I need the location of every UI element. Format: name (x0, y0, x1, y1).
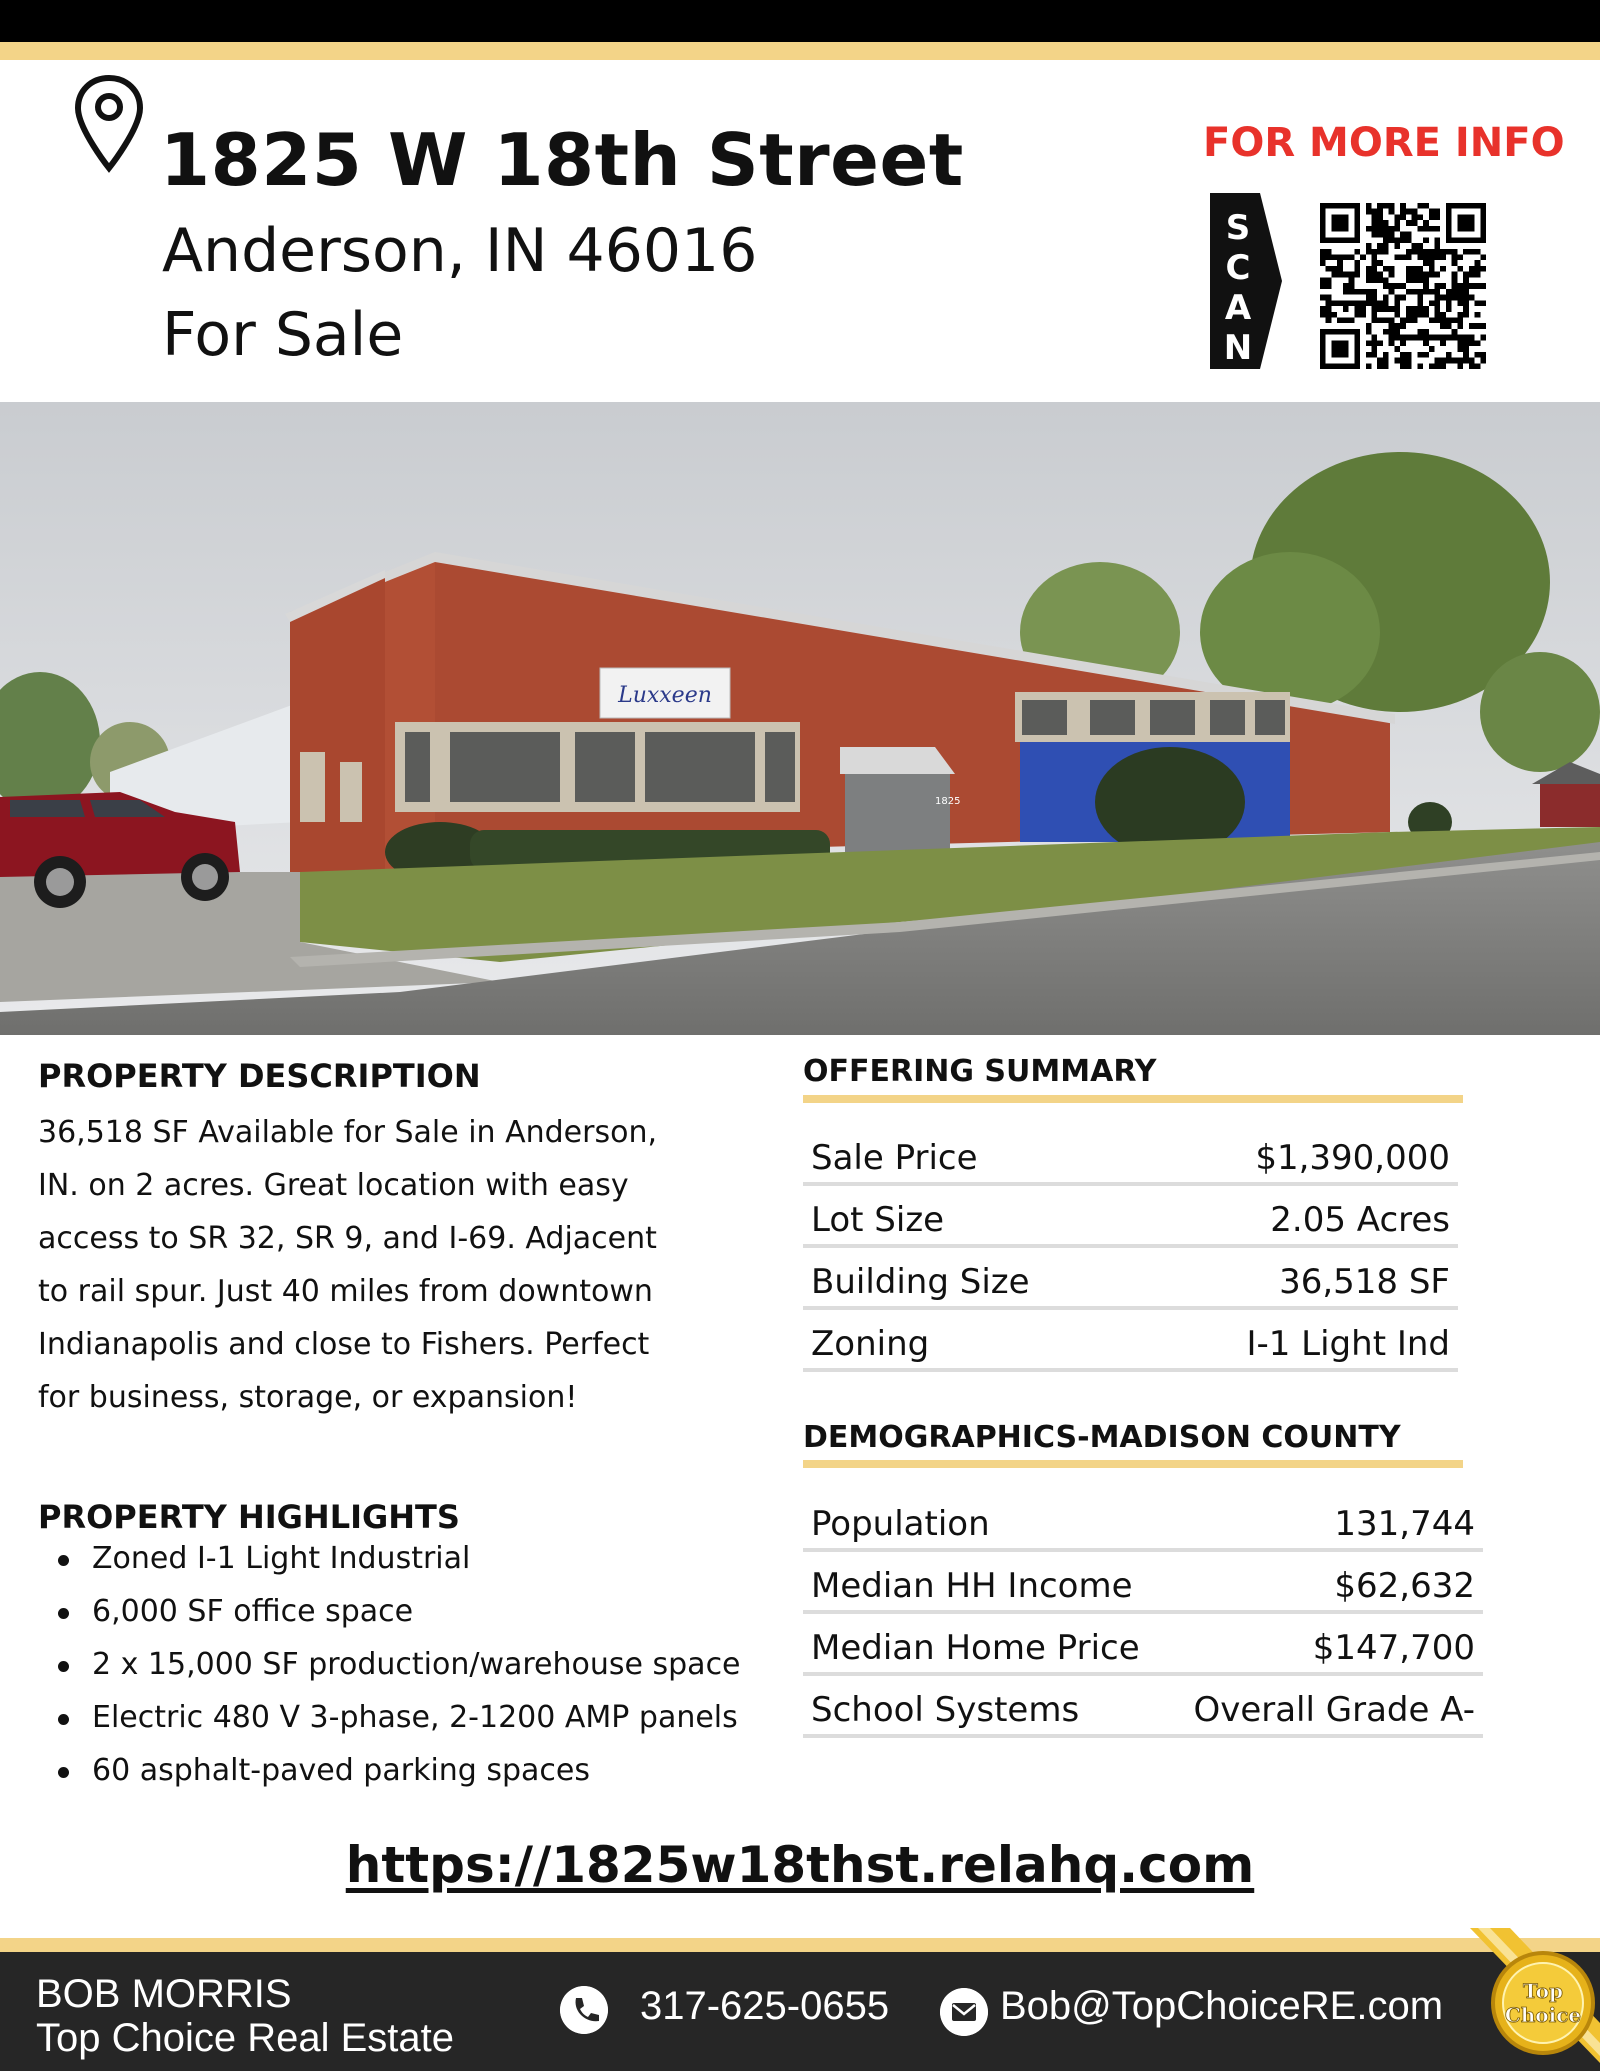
offering-row (803, 1124, 1458, 1186)
property-highlights-title: PROPERTY HIGHLIGHTS (38, 1498, 460, 1536)
demographics-value: $62,632 (1334, 1566, 1475, 1606)
scan-label (1210, 208, 1266, 368)
offering-summary-title: OFFERING SUMMARY (803, 1054, 1157, 1089)
description-line: access to SR 32, SR 9, and I-69. Adjacent (38, 1221, 657, 1256)
agent-email[interactable]: Bob@TopChoiceRE.com (1000, 1984, 1444, 2028)
offering-value: $1,390,000 (1255, 1138, 1450, 1178)
offering-value: 2.05 Acres (1270, 1200, 1450, 1240)
demographics-title: DEMOGRAPHICS-MADISON COUNTY (803, 1420, 1401, 1455)
demographics-title-underline (803, 1460, 1463, 1468)
scan-letter: S (1225, 208, 1251, 248)
scan-letter: A (1224, 288, 1252, 328)
top-gold-stripe (0, 42, 1600, 60)
description-line: 36,518 SF Available for Sale in Anderson, (38, 1115, 657, 1150)
highlight-item: 6,000 SF office space (54, 1585, 741, 1638)
description-line: Indianapolis and close to Fishers. Perfect (38, 1327, 650, 1362)
property-description (38, 1106, 738, 1424)
property-city: Anderson, IN 46016 (162, 216, 758, 286)
demographics-row (803, 1490, 1483, 1552)
top-black-bar (0, 0, 1600, 42)
qr-code[interactable] (1320, 203, 1486, 369)
highlight-item: 2 x 15,000 SF production/warehouse space (54, 1638, 741, 1691)
offering-label: Zoning (811, 1324, 930, 1364)
more-info-label: FOR MORE INFO (1203, 120, 1565, 166)
description-line: IN. on 2 acres. Great location with easy (38, 1168, 629, 1203)
door-number: 1825 (935, 796, 961, 807)
offering-label: Lot Size (811, 1200, 945, 1240)
demographics-row (803, 1614, 1483, 1676)
demographics-value: 131,744 (1334, 1504, 1475, 1544)
demographics-value: Overall Grade A- (1193, 1690, 1475, 1730)
property-description-title: PROPERTY DESCRIPTION (38, 1057, 481, 1095)
location-pin-icon (74, 74, 144, 174)
scan-letter: C (1225, 248, 1251, 288)
top-choice-badge-logo (1470, 1928, 1600, 2071)
highlight-item: Zoned I-1 Light Industrial (54, 1532, 741, 1585)
footer-bar (0, 1952, 1600, 2071)
demographics-value: $147,700 (1312, 1628, 1475, 1668)
demographics-table (803, 1490, 1483, 1738)
offering-value: I-1 Light Ind (1246, 1324, 1450, 1364)
highlights-list (54, 1532, 741, 1797)
agent-company: Top Choice Real Estate (36, 2016, 455, 2060)
listing-url-link[interactable]: https://1825w18thst.relahq.com (345, 1836, 1255, 1894)
agent-phone[interactable]: 317-625-0655 (640, 1984, 890, 2028)
phone-icon (560, 1986, 608, 2034)
description-line: for business, storage, or expansion! (38, 1380, 578, 1415)
offering-row (803, 1248, 1458, 1310)
property-photo (0, 402, 1600, 1035)
offering-summary-table (803, 1124, 1458, 1372)
demographics-row (803, 1552, 1483, 1614)
scan-letter: N (1223, 328, 1253, 368)
demographics-label: School Systems (811, 1690, 1080, 1730)
property-address: 1825 W 18th Street (160, 118, 964, 202)
badge-line-2: Choice (1504, 2003, 1582, 2027)
highlight-item: Electric 480 V 3-phase, 2-1200 AMP panels (54, 1691, 741, 1744)
building-sign-text: Luxxeen (618, 683, 712, 708)
agent-name: BOB MORRIS (36, 1972, 292, 2016)
offering-value: 36,518 SF (1279, 1262, 1450, 1302)
badge-line-1: Top (1523, 1979, 1563, 2003)
offering-label: Building Size (811, 1262, 1030, 1302)
offering-label: Sale Price (811, 1138, 978, 1178)
demographics-label: Median HH Income (811, 1566, 1133, 1606)
offering-title-underline (803, 1095, 1463, 1103)
offering-row (803, 1310, 1458, 1372)
email-icon (940, 1988, 988, 2036)
offering-row (803, 1186, 1458, 1248)
highlight-item: 60 asphalt-paved parking spaces (54, 1744, 741, 1797)
listing-status: For Sale (162, 300, 404, 370)
footer-gold-stripe (0, 1938, 1600, 1952)
demographics-label: Median Home Price (811, 1628, 1140, 1668)
agent-info (36, 1972, 454, 2060)
demographics-row (803, 1676, 1483, 1738)
description-line: to rail spur. Just 40 miles from downtown (38, 1274, 653, 1309)
demographics-label: Population (811, 1504, 990, 1544)
